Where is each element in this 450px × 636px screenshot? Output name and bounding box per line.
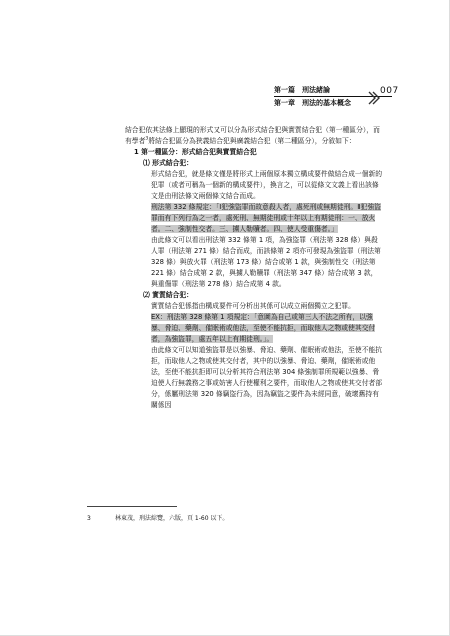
paragraph: 由此條文可以看出刑法第 332 條第 1 項，為強盜罪（刑法第 328 條）與殺人罪（刑法第 271 條）結合而成，而該條第 2 項亦可發現為強盜罪（刑法第 328 條）與放火罪（刑法第 173 條）結合或第 1 款，與強制性交（刑法第 221 條）結合成第 2 款，與擄人勒贖罪（刑法第 347 條）結合成第 3 款，與重傷罪（刑法第 278 條）結合成第 4 款。 — [151, 236, 381, 288]
footnote-number: 3 — [87, 515, 91, 522]
paragraph: 結合犯依其法條上顯現的形式又可以分為形式結合犯與實質結合犯（第一種區分），而有學者$^3$將結合犯區分為狹義結合犯與廣義結合犯（第二種區分），分敘如下： — [125, 126, 380, 145]
footnote-text: 林東茂，刑法綜覽，六版，頁 1-60 以下。 — [115, 515, 229, 522]
statute-quote: 刑法第 332 條規定：「Ⅰ犯強盜罪而故意殺人者，處死刑或無期徒刑。Ⅱ犯強盜罪而有下列行為之一者，處死刑、無期徒刑或十年以上有期徒刑：一、放火者。二、強制性交者。三、擄人勒贖者。四、使人受重傷者。」 — [151, 203, 381, 233]
paragraph: 形式結合犯，就是條文僅是將形式上兩個原本獨立構成要件做結合成一個新的犯罪（或者可稱為一個新的構成要件），換言之，可以從條文文義上看出該條文是由刑法條文兩個條文結合而成。 — [151, 170, 383, 200]
body-text — [125, 125, 383, 411]
footnote — [87, 513, 387, 522]
subsection-heading: ⑴ 形式結合犯： — [143, 159, 193, 167]
header-chapter-title: 刑法的基本概念 — [302, 99, 351, 107]
subsection-heading: ⑵ 實質結合犯： — [143, 291, 193, 299]
footnote-ref: 3 — [145, 136, 149, 142]
header-chapter-line — [274, 98, 414, 108]
page-number: 007 — [380, 86, 399, 96]
header-part-title: 刑法緒論 — [302, 86, 330, 94]
footnote-divider — [87, 506, 177, 507]
header-chapter-label: 第一章 — [274, 99, 295, 107]
header-part-label: 第一篇 — [274, 86, 295, 94]
paragraph: 由此條文可以知道強盜罪是以強暴、脅迫、藥劑、催眠術或他法，至使不能抗拒，而取他人之物或使其交付者，其中的以強暴、脅迫、藥劑，催眠術或他法，至使不能抗拒即可以分析其符合刑法第 304 條強制罪所規範以強暴、脅迫使人行無義務之事或妨害人行使權利之要件，而取他人之物或使其交付者部分，係屬刑法第 320 條竊盜行為，因為竊盜之要件為未經同意，破壞舊持有關係因 — [151, 346, 383, 409]
section-heading: 1 第一種區分：形式結合犯與實質結合犯 — [134, 148, 257, 156]
paragraph: 實質結合犯係指由構成要件可分析出其係可以成立兩個獨立之犯罪。 — [151, 302, 355, 310]
statute-quote: EX：刑法第 328 條第 1 項規定：「意圖為自己或第三人不法之所有，以強暴、脅迫、藥劑、催眠術或他法，至使不能抗拒，而取他人之物或使其交付者，為強盜罪，處五年以上有期徒刑。」。 — [151, 313, 376, 343]
